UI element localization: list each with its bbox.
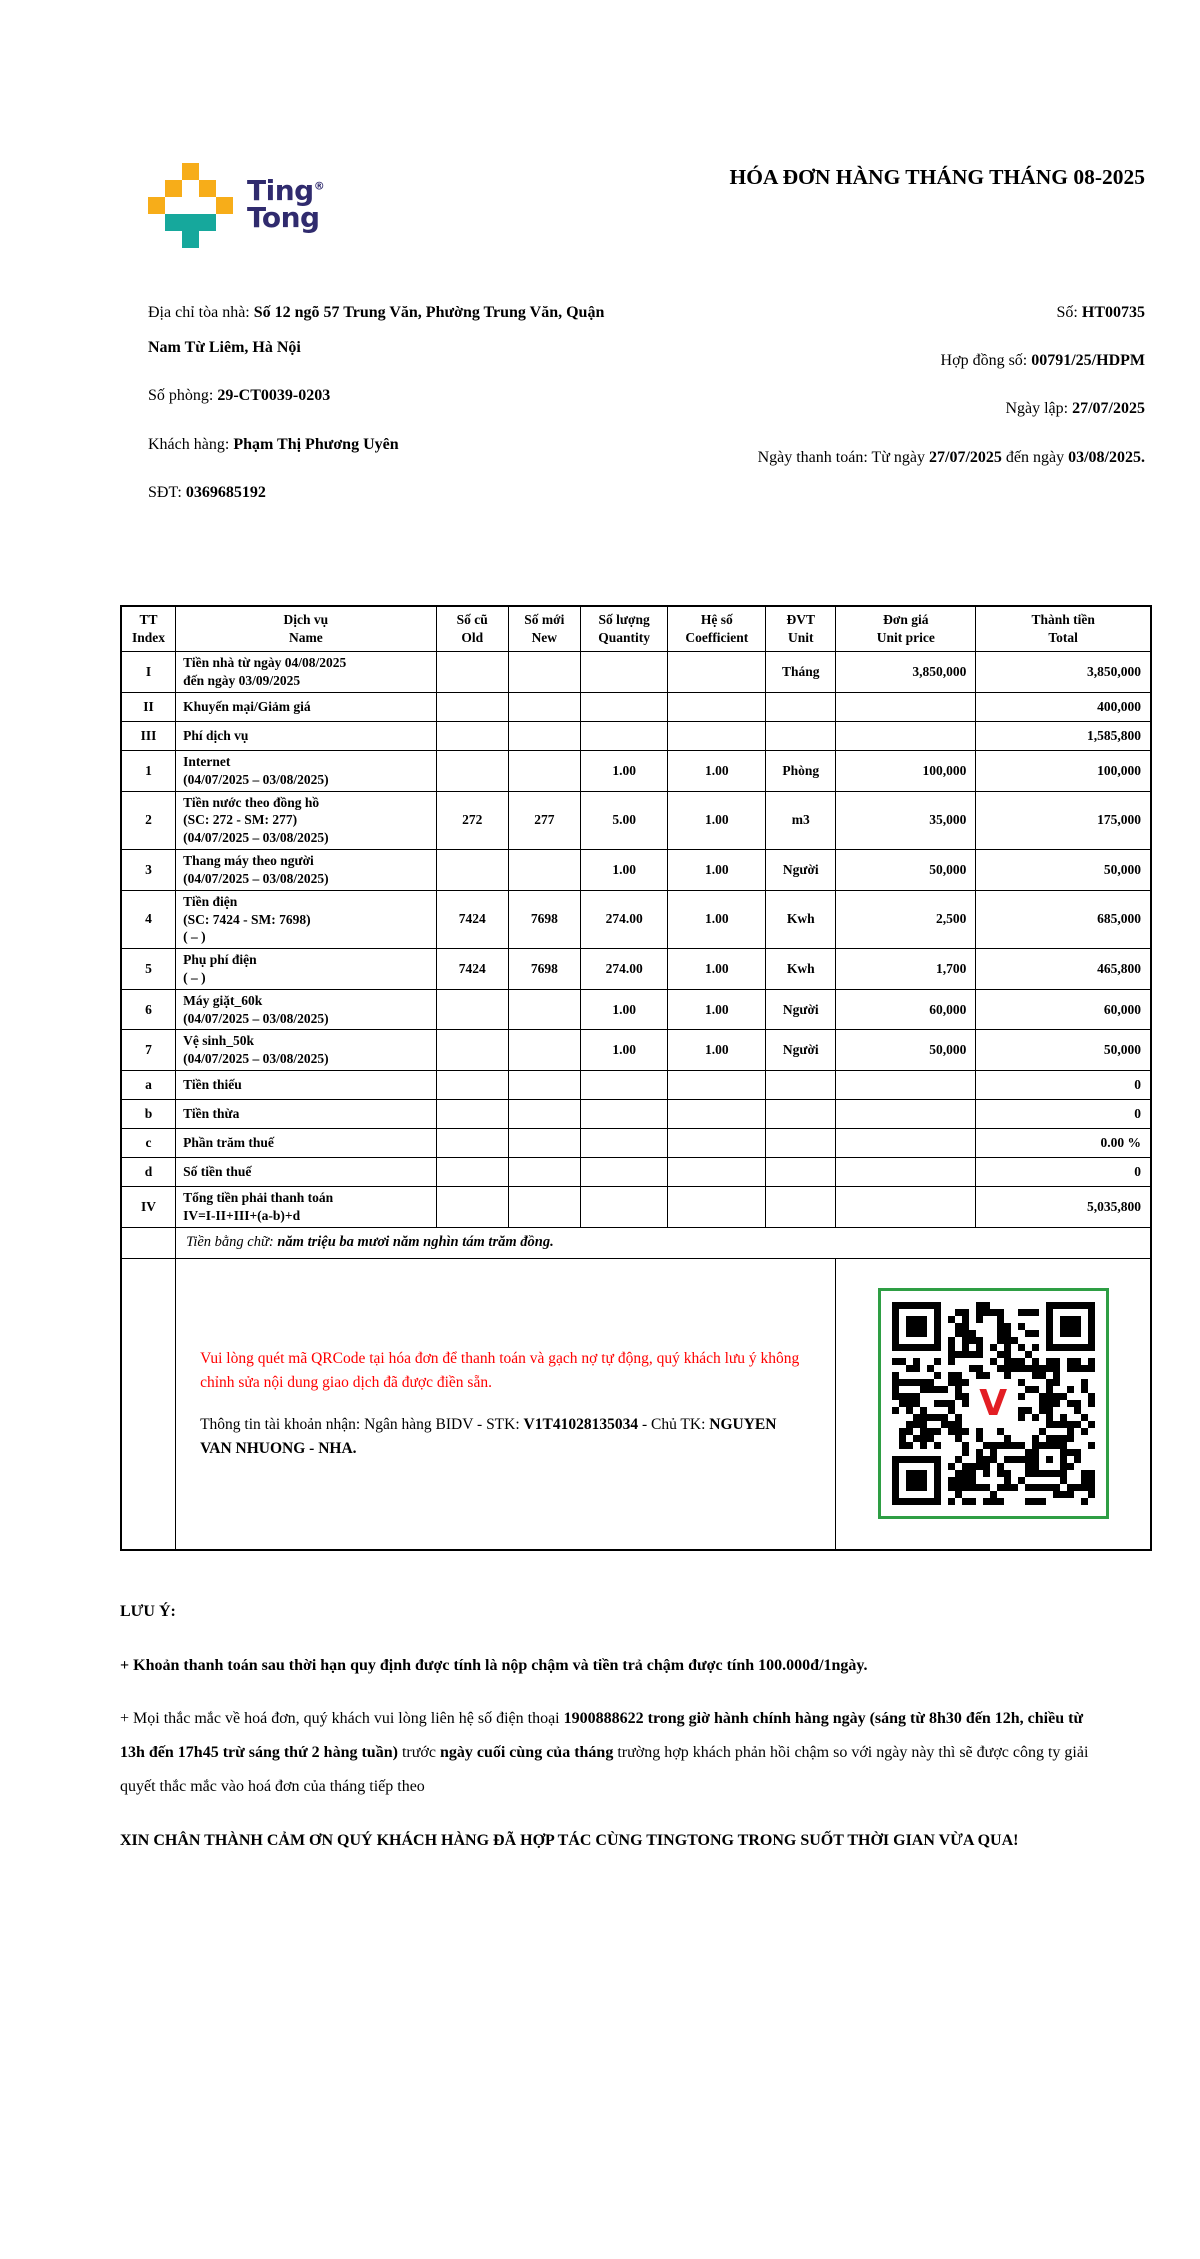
old-reading xyxy=(436,989,508,1030)
row-index: 3 xyxy=(121,850,176,891)
header-line: Thành tiền xyxy=(1031,611,1095,627)
unit xyxy=(766,1158,836,1187)
service-name-line: IV=I-II+III+(a-b)+d xyxy=(183,1207,301,1223)
table-row xyxy=(121,791,1151,849)
unit-price xyxy=(836,1158,976,1187)
text-run: trong giờ hành chính hàng ngày (sáng từ 8h30 đến 12h, chiều từ 13h đến 17h45 trừ sáng thứ 2 hàng tuần) xyxy=(120,1710,1084,1762)
total-amount: 1,585,800 xyxy=(976,722,1151,751)
service-name-line: Phần trăm thuế xyxy=(183,1135,274,1151)
quantity xyxy=(580,1129,668,1158)
table-row xyxy=(121,890,1151,948)
info-line-customer-name xyxy=(148,427,640,462)
service-name xyxy=(176,1030,437,1071)
logo-pixel xyxy=(165,180,182,197)
amount-in-words-label: Tiền bằng chữ: xyxy=(186,1234,278,1251)
service-name-line: Tiền nhà từ ngày 04/08/2025 xyxy=(183,655,347,671)
service-name xyxy=(176,1187,437,1228)
total-amount: 5,035,800 xyxy=(976,1187,1151,1228)
new-reading xyxy=(508,1187,580,1228)
table-header-cell xyxy=(668,606,766,652)
quantity: 274.00 xyxy=(580,949,668,990)
notes-heading: LƯU Ý: xyxy=(120,1602,176,1620)
info-line-invoice-number xyxy=(733,295,1145,330)
text-run: đến ngày xyxy=(1001,448,1069,466)
vietqr-v-logo-icon: V xyxy=(970,1381,1016,1427)
service-name xyxy=(176,890,437,948)
table-row xyxy=(121,722,1151,751)
unit xyxy=(766,1187,836,1228)
unit xyxy=(766,1129,836,1158)
row-index: 6 xyxy=(121,989,176,1030)
service-name xyxy=(176,1158,437,1187)
charges-table xyxy=(120,605,1152,1551)
quantity xyxy=(580,1100,668,1129)
new-reading xyxy=(508,989,580,1030)
text-run: 1900888622 xyxy=(563,1710,644,1728)
coefficient: 1.00 xyxy=(668,850,766,891)
unit xyxy=(766,722,836,751)
service-name-line: Máy giặt_60k xyxy=(183,992,263,1008)
text-run: - Chủ TK: xyxy=(638,1415,710,1433)
text-run: Số 12 ngõ 57 Trung Văn, Phường Trung Văn, Quận Nam Từ Liêm, Hà Nội xyxy=(148,304,605,357)
unit: Phòng xyxy=(766,751,836,792)
header-line: Index xyxy=(132,630,166,646)
text-run: Khách hàng: xyxy=(148,435,234,453)
table-row xyxy=(121,1030,1151,1071)
row-index: III xyxy=(121,722,176,751)
new-reading xyxy=(508,850,580,891)
service-name-line: (04/07/2025 – 03/08/2025) xyxy=(183,830,329,846)
logo-pixel xyxy=(182,163,199,180)
header-line: New xyxy=(531,630,558,646)
service-name-line: Tiền nước theo đồng hồ xyxy=(183,794,320,810)
table-row xyxy=(121,989,1151,1030)
unit xyxy=(766,1100,836,1129)
unit: Kwh xyxy=(766,949,836,990)
empty-cell xyxy=(121,1258,176,1550)
text-run: Ngày thanh toán: Từ ngày xyxy=(757,448,930,466)
total-amount: 0 xyxy=(976,1158,1151,1187)
new-reading xyxy=(508,1158,580,1187)
new-reading: 7698 xyxy=(508,890,580,948)
service-name-line: (04/07/2025 – 03/08/2025) xyxy=(183,1010,329,1026)
unit: Tháng xyxy=(766,652,836,693)
header-line: Số lượng xyxy=(598,611,650,627)
service-name-line: Tổng tiền phải thanh toán xyxy=(183,1190,334,1205)
table-row xyxy=(121,1158,1151,1187)
old-reading xyxy=(436,1158,508,1187)
coefficient xyxy=(668,693,766,722)
info-line-phone-number xyxy=(148,475,640,510)
service-name xyxy=(176,722,437,751)
service-name xyxy=(176,1129,437,1158)
row-index: 1 xyxy=(121,751,176,792)
header-line: Unit price xyxy=(876,630,935,646)
service-name-line: Tiền điện xyxy=(183,893,238,909)
service-name-line: Số tiền thuế xyxy=(183,1164,252,1180)
quantity xyxy=(580,1158,668,1187)
logo-pixel xyxy=(199,180,216,197)
invoice-info xyxy=(0,249,1200,523)
page-header xyxy=(0,0,1200,249)
info-right-column xyxy=(733,295,1145,523)
coefficient: 1.00 xyxy=(668,949,766,990)
unit: Người xyxy=(766,989,836,1030)
unit-price: 50,000 xyxy=(836,850,976,891)
qr-code xyxy=(878,1288,1109,1519)
row-index: 5 xyxy=(121,949,176,990)
service-name xyxy=(176,1100,437,1129)
coefficient xyxy=(668,1100,766,1129)
header-line: Dịch vụ xyxy=(283,611,329,627)
coefficient: 1.00 xyxy=(668,751,766,792)
coefficient xyxy=(668,1187,766,1228)
unit: m3 xyxy=(766,791,836,849)
header-line: ĐVT xyxy=(786,611,816,627)
text-run: 29-CT0039-0203 xyxy=(217,387,331,405)
text-run: trường hợp khách phản hồi chậm so với ngày này thì sẽ được công ty giải quyết thắc mắc vào hoá đơn của tháng tiếp theo xyxy=(120,1744,1089,1796)
text-run: trước xyxy=(397,1744,440,1762)
row-index: II xyxy=(121,693,176,722)
text-run: V1T41028135034 xyxy=(523,1415,639,1433)
unit-price xyxy=(836,1187,976,1228)
header-line: Số cũ xyxy=(456,611,488,627)
unit-price: 35,000 xyxy=(836,791,976,849)
service-name-line: Phí dịch vụ xyxy=(183,728,249,744)
new-reading: 277 xyxy=(508,791,580,849)
total-amount: 685,000 xyxy=(976,890,1151,948)
service-name-line: ( – ) xyxy=(183,969,206,985)
logo-pixel xyxy=(182,231,199,248)
quantity xyxy=(580,1071,668,1100)
total-amount: 50,000 xyxy=(976,1030,1151,1071)
brand-name xyxy=(247,174,325,235)
old-reading xyxy=(436,1030,508,1071)
old-reading xyxy=(436,1071,508,1100)
new-reading xyxy=(508,751,580,792)
coefficient xyxy=(668,1071,766,1100)
total-amount: 0 xyxy=(976,1071,1151,1100)
total-amount: 175,000 xyxy=(976,791,1151,849)
total-amount: 400,000 xyxy=(976,693,1151,722)
logo-pixel xyxy=(165,214,216,231)
unit: Kwh xyxy=(766,890,836,948)
service-name-line: Tiền thừa xyxy=(183,1106,240,1122)
unit-price: 100,000 xyxy=(836,751,976,792)
quantity: 1.00 xyxy=(580,989,668,1030)
coefficient xyxy=(668,1129,766,1158)
unit: Người xyxy=(766,1030,836,1071)
table-row xyxy=(121,949,1151,990)
quantity: 5.00 xyxy=(580,791,668,849)
quantity xyxy=(580,1187,668,1228)
table-header-cell xyxy=(508,606,580,652)
text-run: 0369685192 xyxy=(185,483,266,501)
unit-price: 3,850,000 xyxy=(836,652,976,693)
service-name-line: (SC: 7424 - SM: 7698) xyxy=(183,911,311,927)
old-reading xyxy=(436,1187,508,1228)
table-row xyxy=(121,652,1151,693)
row-index: 2 xyxy=(121,791,176,849)
quantity xyxy=(580,652,668,693)
brand-line-2: Tong xyxy=(247,201,320,235)
unit-price: 60,000 xyxy=(836,989,976,1030)
text-run: Số phòng: xyxy=(148,387,218,405)
amount-in-words-value: năm triệu ba mươi năm nghìn tám trăm đồng. xyxy=(277,1234,554,1251)
text-run: SĐT: xyxy=(148,483,186,501)
service-name xyxy=(176,693,437,722)
new-reading: 7698 xyxy=(508,949,580,990)
row-index: IV xyxy=(121,1187,176,1228)
service-name-line: Phụ phí điện xyxy=(183,952,257,968)
quantity: 1.00 xyxy=(580,751,668,792)
thank-you-note: XIN CHÂN THÀNH CẢM ƠN QUÝ KHÁCH HÀNG ĐÃ HỢP TÁC CÙNG TINGTONG TRONG SUỐT THỜI GIAN VỪA QUA! xyxy=(120,1832,1019,1850)
old-reading: 7424 xyxy=(436,890,508,948)
table-row xyxy=(121,751,1151,792)
unit-price xyxy=(836,722,976,751)
new-reading xyxy=(508,1100,580,1129)
old-reading xyxy=(436,751,508,792)
old-reading xyxy=(436,1100,508,1129)
service-name-line: (SC: 272 - SM: 277) xyxy=(183,812,298,828)
service-name-line: (04/07/2025 – 03/08/2025) xyxy=(183,771,329,787)
unit-price: 2,500 xyxy=(836,890,976,948)
text-run: Thông tin tài khoản nhận: Ngân hàng BIDV - STK: xyxy=(200,1415,524,1433)
new-reading xyxy=(508,1071,580,1100)
row-index: 4 xyxy=(121,890,176,948)
total-amount: 3,850,000 xyxy=(976,652,1151,693)
service-name xyxy=(176,989,437,1030)
quantity: 1.00 xyxy=(580,1030,668,1071)
footer-notes xyxy=(0,1551,1200,1858)
row-index: 7 xyxy=(121,1030,176,1071)
coefficient xyxy=(668,652,766,693)
header-line: Total xyxy=(1048,630,1078,646)
text-run: 27/07/2025 xyxy=(1072,400,1145,418)
total-amount: 50,000 xyxy=(976,850,1151,891)
info-line-room-number xyxy=(148,378,640,413)
charges-table-wrapper xyxy=(0,523,1200,1551)
header-line: TT xyxy=(139,611,158,627)
table-row xyxy=(121,1071,1151,1100)
qr-code-cell xyxy=(836,1258,1151,1550)
table-header-cell xyxy=(976,606,1151,652)
header-line: Name xyxy=(289,630,323,646)
service-name-line: Tiền thiếu xyxy=(183,1077,242,1093)
info-line-building-address xyxy=(148,295,640,365)
old-reading: 7424 xyxy=(436,949,508,990)
new-reading xyxy=(508,652,580,693)
header-line: Coefficient xyxy=(685,630,749,646)
empty-cell xyxy=(121,1227,176,1258)
old-reading xyxy=(436,1129,508,1158)
row-index: c xyxy=(121,1129,176,1158)
text-run: Ngày lập: xyxy=(1005,400,1073,418)
service-name-line: ( – ) xyxy=(183,929,206,945)
text-run: HT00735 xyxy=(1081,304,1145,321)
invoice-title: HÓA ĐƠN HÀNG THÁNG THÁNG 08-2025 xyxy=(729,165,1145,189)
total-amount: 465,800 xyxy=(976,949,1151,990)
table-header-cell xyxy=(121,606,176,652)
coefficient: 1.00 xyxy=(668,890,766,948)
new-reading xyxy=(508,722,580,751)
info-line-payment-period xyxy=(733,440,1145,475)
hotline-note xyxy=(120,1702,1105,1804)
row-index: a xyxy=(121,1071,176,1100)
header-line: Số mới xyxy=(524,611,565,627)
table-header-cell xyxy=(580,606,668,652)
unit-price xyxy=(836,693,976,722)
text-run: 00791/25/HDPM xyxy=(1031,352,1145,370)
header-line: Hệ số xyxy=(700,611,733,627)
text-run: 03/08/2025. xyxy=(1068,448,1145,466)
coefficient: 1.00 xyxy=(668,1030,766,1071)
service-name xyxy=(176,850,437,891)
qr-instructions-cell xyxy=(176,1258,836,1550)
quantity: 1.00 xyxy=(580,850,668,891)
table-row xyxy=(121,1187,1151,1228)
service-name-line: (04/07/2025 – 03/08/2025) xyxy=(183,870,329,886)
late-payment-note: + Khoản thanh toán sau thời hạn quy định được tính là nộp chậm và tiền trả chậm được tính 100.000đ/1ngày. xyxy=(120,1656,868,1674)
header-line: Unit xyxy=(788,630,814,646)
text-run: Địa chỉ tòa nhà: xyxy=(148,304,254,321)
old-reading xyxy=(436,850,508,891)
service-name-line: Thang máy theo người xyxy=(183,853,314,869)
coefficient: 1.00 xyxy=(668,791,766,849)
quantity xyxy=(580,722,668,751)
info-line-issue-date xyxy=(733,391,1145,426)
unit-price xyxy=(836,1129,976,1158)
row-index: b xyxy=(121,1100,176,1129)
service-name-line: Khuyến mại/Giảm giá xyxy=(183,699,311,715)
table-row xyxy=(121,850,1151,891)
table-row xyxy=(121,1129,1151,1158)
table-header-cell xyxy=(766,606,836,652)
table-body xyxy=(121,652,1151,1227)
unit-price xyxy=(836,1100,976,1129)
unit-price: 1,700 xyxy=(836,949,976,990)
text-run: Số: xyxy=(1056,304,1082,321)
text-run: Phạm Thị Phương Uyên xyxy=(233,435,399,453)
total-amount: 0 xyxy=(976,1100,1151,1129)
service-name xyxy=(176,949,437,990)
new-reading xyxy=(508,1129,580,1158)
new-reading xyxy=(508,1030,580,1071)
unit: Người xyxy=(766,850,836,891)
text-run: Hợp đồng số: xyxy=(940,352,1032,370)
old-reading: 272 xyxy=(436,791,508,849)
quantity xyxy=(580,693,668,722)
row-index: d xyxy=(121,1158,176,1187)
service-name xyxy=(176,791,437,849)
total-amount: 0.00 % xyxy=(976,1129,1151,1158)
qr-row xyxy=(121,1258,1151,1550)
header-line: Quantity xyxy=(598,630,651,646)
amount-in-words-row xyxy=(121,1227,1151,1258)
tingtong-logo xyxy=(148,163,324,249)
text-run: ngày cuối cùng của tháng xyxy=(439,1744,614,1762)
total-amount: 100,000 xyxy=(976,751,1151,792)
text-run: + Mọi thắc mắc về hoá đơn, quý khách vui lòng liên hệ số điện thoại xyxy=(120,1710,564,1728)
service-name-line: Internet xyxy=(183,754,231,769)
unit xyxy=(766,1071,836,1100)
logo-pixel xyxy=(216,197,233,214)
service-name-line: (04/07/2025 – 03/08/2025) xyxy=(183,1051,329,1067)
info-line-contract-number xyxy=(733,343,1145,378)
info-left-column xyxy=(148,295,640,523)
coefficient xyxy=(668,1158,766,1187)
table-row xyxy=(121,1100,1151,1129)
unit-price: 50,000 xyxy=(836,1030,976,1071)
bank-account-info xyxy=(200,1413,811,1461)
table-header-cell xyxy=(436,606,508,652)
tingtong-pixel-arrow-icon xyxy=(148,163,234,249)
table-header-row xyxy=(121,606,1151,652)
new-reading xyxy=(508,693,580,722)
amount-in-words xyxy=(176,1227,1151,1258)
header-line: Đơn giá xyxy=(883,611,929,627)
total-amount: 60,000 xyxy=(976,989,1151,1030)
table-row xyxy=(121,693,1151,722)
service-name xyxy=(176,751,437,792)
service-name-line: Vệ sinh_50k xyxy=(183,1033,254,1049)
service-name xyxy=(176,1071,437,1100)
brand-line-1: Ting xyxy=(247,174,314,207)
unit-price xyxy=(836,1071,976,1100)
old-reading xyxy=(436,652,508,693)
service-name-line: đến ngày 03/09/2025 xyxy=(183,673,301,689)
logo-pixel xyxy=(148,197,165,214)
coefficient xyxy=(668,722,766,751)
service-name xyxy=(176,652,437,693)
table-header-cell xyxy=(176,606,437,652)
registered-mark: ® xyxy=(313,179,325,193)
quantity: 274.00 xyxy=(580,890,668,948)
text-run: NGUYEN VAN NHUONG - NHA. xyxy=(200,1415,777,1457)
table-header-cell xyxy=(836,606,976,652)
header-line: Old xyxy=(461,630,484,646)
unit xyxy=(766,693,836,722)
text-run: 27/07/2025 xyxy=(929,448,1002,466)
old-reading xyxy=(436,722,508,751)
old-reading xyxy=(436,693,508,722)
coefficient: 1.00 xyxy=(668,989,766,1030)
qr-scan-notice: Vui lòng quét mã QRCode tại hóa đơn để thanh toán và gạch nợ tự động, quý khách lưu ý không chỉnh sửa nội dung giao dịch đã được điền sẵn. xyxy=(200,1349,800,1391)
row-index: I xyxy=(121,652,176,693)
